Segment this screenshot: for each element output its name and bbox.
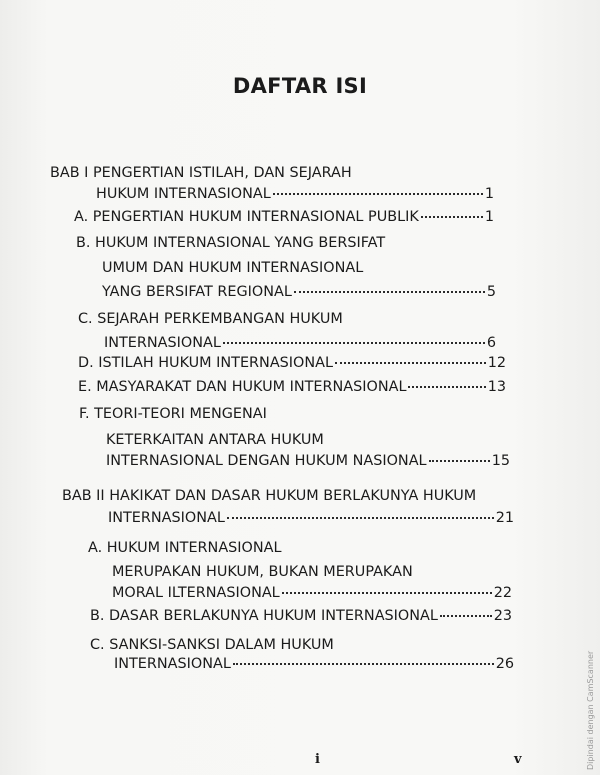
toc-entry [114,656,514,672]
entry-label-cont: UMUM DAN HUKUM INTERNASIONAL [102,260,364,276]
toc-entry [102,284,496,300]
footer-center-mark: i [315,752,320,767]
toc-entry [108,510,514,526]
bab2-heading-cont: INTERNASIONAL [108,510,225,526]
entry-label: A. PENGERTIAN HUKUM INTERNASIONAL PUBLIK [74,209,419,225]
entry-label: E. MASYARAKAT DAN HUKUM INTERNASIONAL [78,379,407,395]
toc-entry [106,453,510,469]
leader-dots [233,662,494,665]
bab1-heading: BAB I PENGERTIAN ISTILAH, DAN SEJARAH [50,165,352,181]
toc-entry [104,335,496,351]
toc-entry [78,355,506,371]
leader-dots [227,516,494,519]
leader-dots [273,192,483,195]
page-number: 21 [495,510,514,526]
page-number: 6 [486,335,496,351]
toc-entry [90,608,512,624]
toc-entry [96,186,494,202]
leader-dots [294,290,485,293]
page-number: 15 [491,453,510,469]
bab2-heading: BAB II HAKIKAT DAN DASAR HUKUM BERLAKUNYA HUKUM [62,488,477,504]
bab1-heading-cont: HUKUM INTERNASIONAL [96,186,271,202]
page-number: 23 [493,608,512,624]
entry-label: B. DASAR BERLAKUNYA HUKUM INTERNASIONAL [90,608,438,624]
entry-label: A. HUKUM INTERNASIONAL [88,540,282,556]
entry-label: F. TEORI-TEORI MENGENAI [79,406,267,422]
leader-dots [440,614,492,617]
page-number: 22 [493,585,512,601]
leader-dots [421,215,483,218]
entry-label-cont: MORAL ILTERNASIONAL [112,585,280,601]
entry-label-cont: MERUPAKAN HUKUM, BUKAN MERUPAKAN [112,564,413,580]
page-title: DAFTAR ISI [232,74,368,98]
entry-label: C. SANKSI-SANKSI DALAM HUKUM [90,637,334,653]
entry-label-cont: INTERNASIONAL [114,656,231,672]
page-number: 1 [484,186,494,202]
page-number: 13 [487,379,506,395]
toc-entry [78,379,506,395]
leader-dots [282,591,492,594]
page-number: 1 [484,209,494,225]
leader-dots [335,361,486,364]
entry-label-cont: INTERNASIONAL DENGAN HUKUM NASIONAL [106,453,427,469]
leader-dots [223,341,485,344]
entry-label: C. SEJARAH PERKEMBANGAN HUKUM [78,311,343,327]
entry-label-cont: KETERKAITAN ANTARA HUKUM [106,432,324,448]
page-number: 12 [487,355,506,371]
toc-entry [74,209,494,225]
leader-dots [429,459,490,462]
entry-label-cont: INTERNASIONAL [104,335,221,351]
page-number: 26 [495,656,514,672]
page-roman-numeral: v [514,752,522,767]
entry-label: B. HUKUM INTERNASIONAL YANG BERSIFAT [76,235,386,251]
scanner-watermark: Dipindai dengan CamScanner [586,650,595,770]
entry-label: D. ISTILAH HUKUM INTERNASIONAL [78,355,333,371]
entry-label-cont: YANG BERSIFAT REGIONAL [102,284,292,300]
page-number: 5 [486,284,496,300]
toc-entry [112,585,512,601]
leader-dots [408,385,485,388]
